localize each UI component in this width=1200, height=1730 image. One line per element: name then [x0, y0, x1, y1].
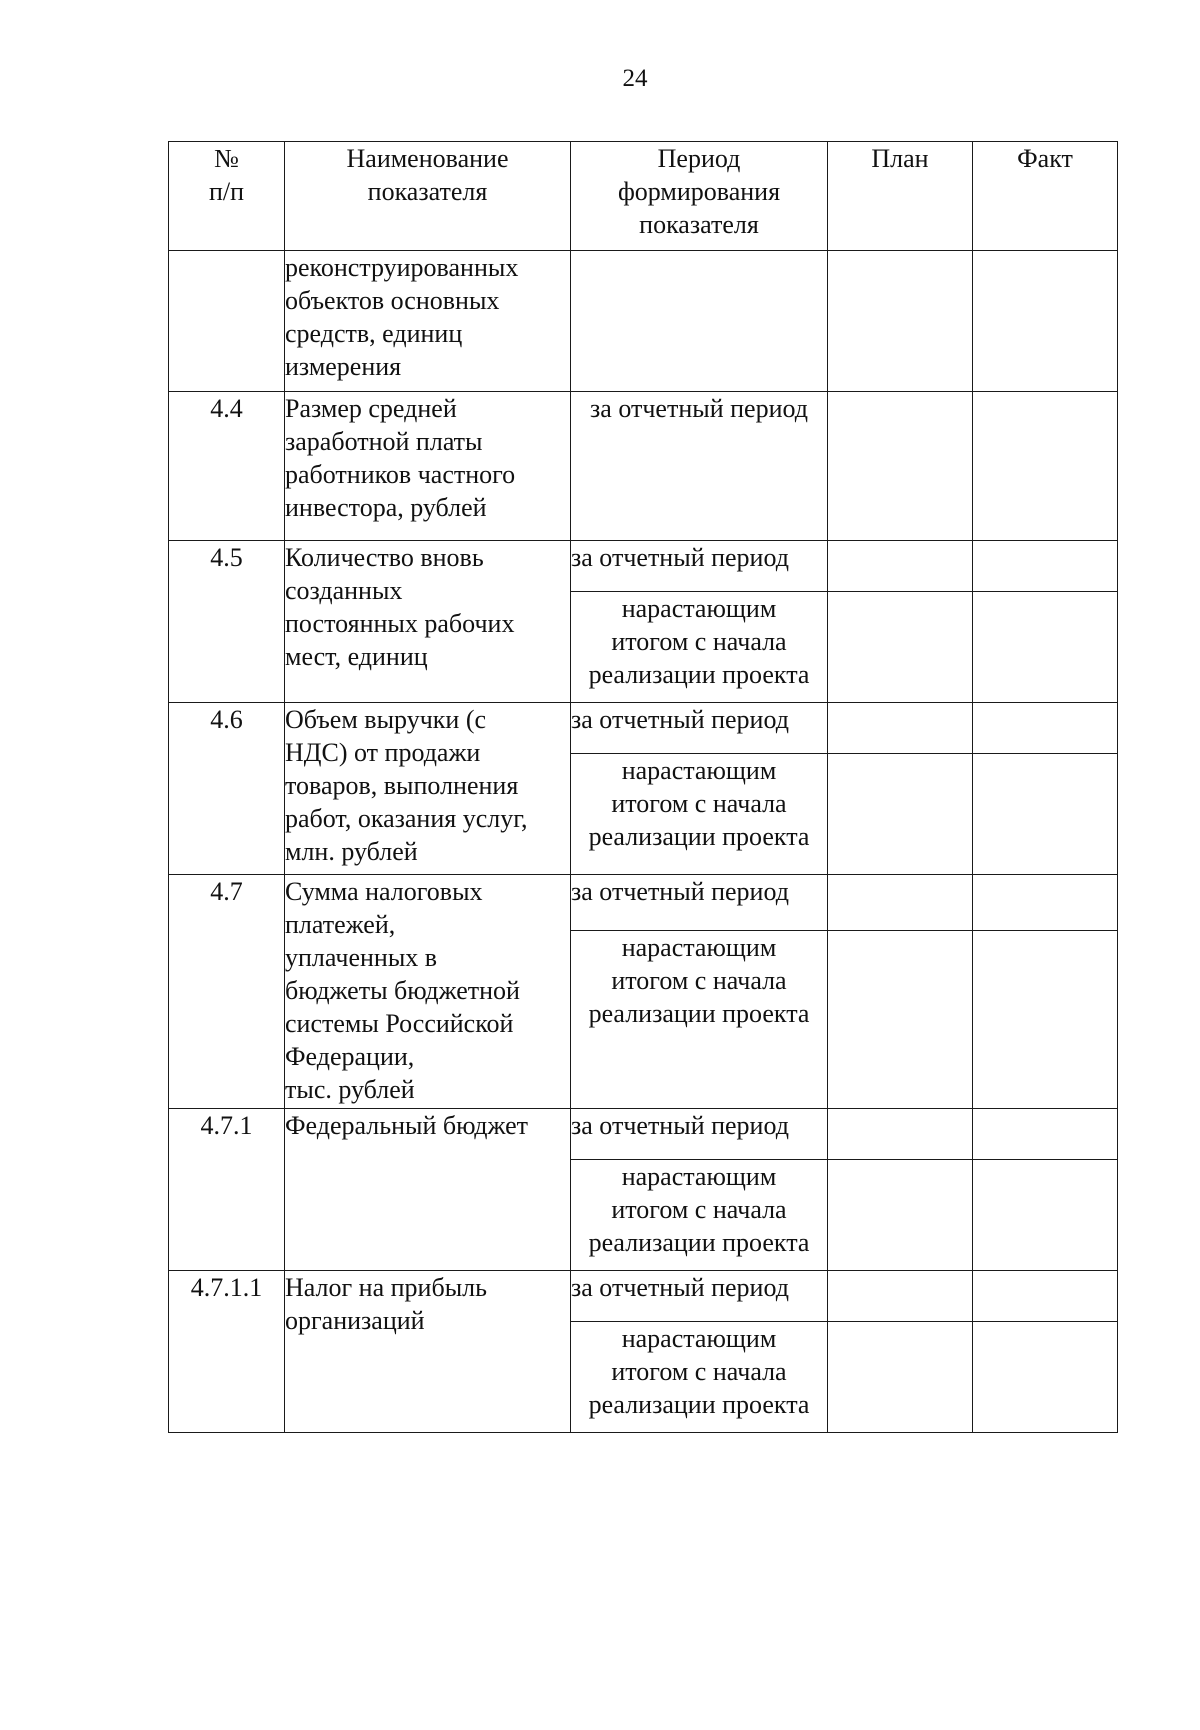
period-cell: нарастающим итогом с начала реализации проекта: [571, 931, 828, 1109]
header-fact: Факт: [973, 142, 1118, 251]
fact-cell[interactable]: [973, 392, 1118, 541]
table-row: [169, 1109, 1118, 1160]
fact-cell[interactable]: [973, 251, 1118, 392]
row-number: 4.5: [169, 541, 285, 703]
header-plan: План: [828, 142, 973, 251]
table-row: [169, 541, 1118, 592]
period-cell: за отчетный период: [571, 541, 828, 592]
fact-cell[interactable]: [973, 931, 1118, 1109]
plan-cell[interactable]: [828, 392, 973, 541]
fact-cell[interactable]: [973, 1271, 1118, 1322]
row-number: 4.6: [169, 703, 285, 875]
header-name: Наименование показателя: [285, 142, 571, 251]
fact-cell[interactable]: [973, 1160, 1118, 1271]
plan-cell[interactable]: [828, 1160, 973, 1271]
table-row: [169, 875, 1118, 931]
indicator-name: Сумма налоговых платежей, уплаченных в бюджеты бюджетной системы Российской Федерации, тыс. рублей: [285, 875, 571, 1109]
fact-cell[interactable]: [973, 1109, 1118, 1160]
plan-cell[interactable]: [828, 1109, 973, 1160]
period-cell: нарастающим итогом с начала реализации проекта: [571, 1322, 828, 1433]
fact-cell[interactable]: [973, 754, 1118, 875]
plan-cell[interactable]: [828, 1322, 973, 1433]
row-number: 4.4: [169, 392, 285, 541]
period-cell: нарастающим итогом с начала реализации проекта: [571, 754, 828, 875]
period-cell: за отчетный период: [571, 1271, 828, 1322]
plan-cell[interactable]: [828, 1271, 973, 1322]
header-num: № п/п: [169, 142, 285, 251]
plan-cell[interactable]: [828, 754, 973, 875]
indicator-name: Налог на прибыль организаций: [285, 1271, 571, 1433]
row-number: 4.7.1: [169, 1109, 285, 1271]
plan-cell[interactable]: [828, 875, 973, 931]
fact-cell[interactable]: [973, 592, 1118, 703]
period-cell: [571, 251, 828, 392]
period-cell: за отчетный период: [571, 875, 828, 931]
indicator-name: Размер средней заработной платы работников частного инвестора, рублей: [285, 392, 571, 541]
table-header-row: [169, 142, 1118, 251]
header-period: Период формирования показателя: [571, 142, 828, 251]
table-row: [169, 251, 1118, 392]
table-row: [169, 703, 1118, 754]
plan-cell[interactable]: [828, 251, 973, 392]
period-cell: за отчетный период: [571, 703, 828, 754]
plan-cell[interactable]: [828, 703, 973, 754]
page-number: 24: [622, 65, 648, 92]
row-number: 4.7: [169, 875, 285, 1109]
period-cell: за отчетный период: [571, 1109, 828, 1160]
indicator-name: реконструированных объектов основных средств, единиц измерения: [285, 251, 571, 392]
table-row: [169, 1271, 1118, 1322]
indicator-name: Количество вновь созданных постоянных рабочих мест, единиц: [285, 541, 571, 703]
row-number: [169, 251, 285, 392]
fact-cell[interactable]: [973, 703, 1118, 754]
row-number: 4.7.1.1: [169, 1271, 285, 1433]
indicator-name: Объем выручки (с НДС) от продажи товаров, выполнения работ, оказания услуг, млн. рублей: [285, 703, 571, 875]
table-row: [169, 392, 1118, 541]
plan-cell[interactable]: [828, 931, 973, 1109]
fact-cell[interactable]: [973, 541, 1118, 592]
plan-cell[interactable]: [828, 541, 973, 592]
period-cell: за отчетный период: [571, 392, 828, 541]
fact-cell[interactable]: [973, 875, 1118, 931]
plan-cell[interactable]: [828, 592, 973, 703]
period-cell: нарастающим итогом с начала реализации проекта: [571, 592, 828, 703]
period-cell: нарастающим итогом с начала реализации проекта: [571, 1160, 828, 1271]
indicator-name: Федеральный бюджет: [285, 1109, 571, 1271]
indicators-table: [168, 141, 1118, 1433]
fact-cell[interactable]: [973, 1322, 1118, 1433]
